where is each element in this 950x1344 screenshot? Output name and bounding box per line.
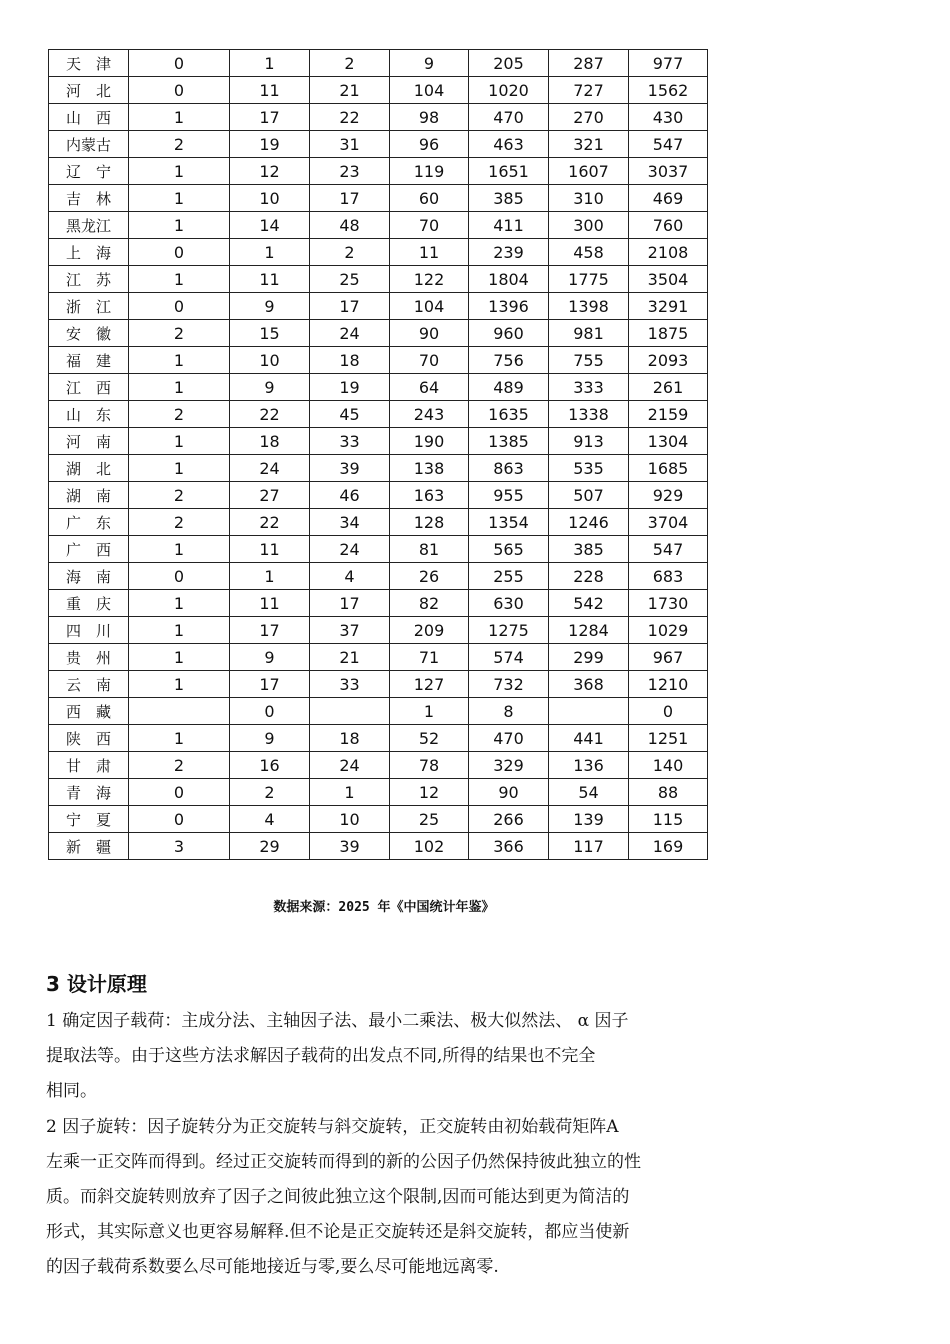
region-cell: 上 海 <box>49 239 129 266</box>
region-cell: 四 川 <box>49 617 129 644</box>
value-cell: 929 <box>629 482 708 509</box>
value-cell: 727 <box>549 77 629 104</box>
value-cell: 239 <box>469 239 549 266</box>
value-cell: 1251 <box>629 725 708 752</box>
value-cell: 2 <box>129 482 230 509</box>
value-cell: 243 <box>390 401 469 428</box>
value-cell: 21 <box>310 644 390 671</box>
table-row <box>49 347 708 374</box>
paragraph-line: 1 确定因子载荷：主成分法、主轴因子法、最小二乘法、极大似然法、 α 因子 <box>46 1011 629 1031</box>
region-cell: 黑龙江 <box>49 212 129 239</box>
table-row <box>49 77 708 104</box>
value-cell: 368 <box>549 671 629 698</box>
value-cell: 955 <box>469 482 549 509</box>
region-cell: 山 东 <box>49 401 129 428</box>
value-cell: 48 <box>310 212 390 239</box>
value-cell: 54 <box>549 779 629 806</box>
value-cell: 17 <box>230 104 310 131</box>
value-cell: 547 <box>629 131 708 158</box>
value-cell: 2159 <box>629 401 708 428</box>
value-cell: 2093 <box>629 347 708 374</box>
value-cell: 385 <box>549 536 629 563</box>
table-row <box>49 212 708 239</box>
value-cell: 3704 <box>629 509 708 536</box>
region-cell: 云 南 <box>49 671 129 698</box>
value-cell: 17 <box>310 185 390 212</box>
value-cell: 128 <box>390 509 469 536</box>
region-cell: 青 海 <box>49 779 129 806</box>
value-cell: 115 <box>629 806 708 833</box>
value-cell: 630 <box>469 590 549 617</box>
region-cell: 西 藏 <box>49 698 129 725</box>
region-cell: 吉 林 <box>49 185 129 212</box>
value-cell: 1029 <box>629 617 708 644</box>
table-row <box>49 833 708 860</box>
value-cell: 1607 <box>549 158 629 185</box>
table-row <box>49 374 708 401</box>
value-cell: 122 <box>390 266 469 293</box>
value-cell: 2 <box>129 131 230 158</box>
value-cell: 90 <box>469 779 549 806</box>
value-cell: 1875 <box>629 320 708 347</box>
value-cell: 1 <box>390 698 469 725</box>
region-cell: 重 庆 <box>49 590 129 617</box>
value-cell: 17 <box>230 671 310 698</box>
value-cell: 22 <box>310 104 390 131</box>
value-cell: 71 <box>390 644 469 671</box>
paragraph-line: 提取法等。由于这些方法求解因子载荷的出发点不同,所得的结果也不完全 <box>46 1046 596 1066</box>
value-cell: 2 <box>129 320 230 347</box>
value-cell: 16 <box>230 752 310 779</box>
value-cell: 430 <box>629 104 708 131</box>
table-row <box>49 617 708 644</box>
value-cell: 1 <box>129 644 230 671</box>
table-row <box>49 806 708 833</box>
paragraph-line: 的因子载荷系数要么尽可能地接近与零,要么尽可能地远离零. <box>46 1257 499 1277</box>
value-cell: 470 <box>469 725 549 752</box>
value-cell: 0 <box>129 50 230 77</box>
value-cell <box>549 698 629 725</box>
value-cell: 11 <box>230 77 310 104</box>
region-cell: 江 苏 <box>49 266 129 293</box>
value-cell: 205 <box>469 50 549 77</box>
value-cell: 81 <box>390 536 469 563</box>
value-cell: 1 <box>129 104 230 131</box>
value-cell: 228 <box>549 563 629 590</box>
value-cell: 34 <box>310 509 390 536</box>
value-cell: 21 <box>310 77 390 104</box>
value-cell <box>129 698 230 725</box>
value-cell: 33 <box>310 428 390 455</box>
table-row <box>49 320 708 347</box>
value-cell: 136 <box>549 752 629 779</box>
value-cell: 463 <box>469 131 549 158</box>
value-cell: 755 <box>549 347 629 374</box>
value-cell: 29 <box>230 833 310 860</box>
value-cell: 102 <box>390 833 469 860</box>
value-cell: 913 <box>549 428 629 455</box>
table-row <box>49 293 708 320</box>
region-cell: 山 西 <box>49 104 129 131</box>
value-cell: 17 <box>230 617 310 644</box>
statistics-table <box>48 49 708 860</box>
value-cell: 18 <box>230 428 310 455</box>
value-cell: 33 <box>310 671 390 698</box>
value-cell: 1 <box>129 617 230 644</box>
paragraph-line: 相同。 <box>46 1081 97 1101</box>
table-row <box>49 752 708 779</box>
value-cell: 1 <box>129 185 230 212</box>
value-cell: 127 <box>390 671 469 698</box>
table-row <box>49 698 708 725</box>
value-cell: 261 <box>629 374 708 401</box>
region-cell: 江 西 <box>49 374 129 401</box>
value-cell: 1685 <box>629 455 708 482</box>
region-cell: 贵 州 <box>49 644 129 671</box>
table-row <box>49 779 708 806</box>
table-row <box>49 482 708 509</box>
value-cell <box>310 698 390 725</box>
value-cell: 39 <box>310 833 390 860</box>
value-cell: 1562 <box>629 77 708 104</box>
value-cell: 18 <box>310 725 390 752</box>
value-cell: 0 <box>629 698 708 725</box>
paragraph-line: 质。而斜交旋转则放弃了因子之间彼此独立这个限制,因而可能达到更为简洁的 <box>46 1187 630 1207</box>
value-cell: 732 <box>469 671 549 698</box>
value-cell: 0 <box>230 698 310 725</box>
value-cell: 70 <box>390 347 469 374</box>
value-cell: 4 <box>310 563 390 590</box>
value-cell: 1396 <box>469 293 549 320</box>
value-cell: 11 <box>230 536 310 563</box>
region-cell: 辽 宁 <box>49 158 129 185</box>
region-cell: 湖 北 <box>49 455 129 482</box>
region-cell: 海 南 <box>49 563 129 590</box>
value-cell: 117 <box>549 833 629 860</box>
value-cell: 1 <box>129 536 230 563</box>
value-cell: 9 <box>230 293 310 320</box>
table-row <box>49 104 708 131</box>
value-cell: 960 <box>469 320 549 347</box>
value-cell: 24 <box>310 320 390 347</box>
value-cell: 967 <box>629 644 708 671</box>
data-source-caption: 数据来源：2025 年《中国统计年鉴》 <box>273 900 495 915</box>
table-row <box>49 671 708 698</box>
table-row <box>49 509 708 536</box>
value-cell: 1284 <box>549 617 629 644</box>
region-cell: 安 徽 <box>49 320 129 347</box>
value-cell: 45 <box>310 401 390 428</box>
value-cell: 82 <box>390 590 469 617</box>
value-cell: 0 <box>129 563 230 590</box>
value-cell: 139 <box>549 806 629 833</box>
value-cell: 411 <box>469 212 549 239</box>
table-row <box>49 455 708 482</box>
value-cell: 15 <box>230 320 310 347</box>
value-cell: 329 <box>469 752 549 779</box>
value-cell: 321 <box>549 131 629 158</box>
value-cell: 9 <box>230 644 310 671</box>
value-cell: 9 <box>390 50 469 77</box>
value-cell: 287 <box>549 50 629 77</box>
value-cell: 31 <box>310 131 390 158</box>
value-cell: 27 <box>230 482 310 509</box>
value-cell: 25 <box>310 266 390 293</box>
value-cell: 1246 <box>549 509 629 536</box>
value-cell: 10 <box>230 347 310 374</box>
value-cell: 565 <box>469 536 549 563</box>
table-row <box>49 158 708 185</box>
value-cell: 1 <box>310 779 390 806</box>
value-cell: 1 <box>129 212 230 239</box>
value-cell: 1 <box>230 50 310 77</box>
table-row <box>49 563 708 590</box>
region-cell: 河 北 <box>49 77 129 104</box>
paragraph-factor-loading <box>46 1004 786 1109</box>
value-cell: 37 <box>310 617 390 644</box>
value-cell: 88 <box>629 779 708 806</box>
value-cell: 507 <box>549 482 629 509</box>
value-cell: 1730 <box>629 590 708 617</box>
value-cell: 1 <box>129 725 230 752</box>
table-row <box>49 428 708 455</box>
value-cell: 11 <box>390 239 469 266</box>
value-cell: 333 <box>549 374 629 401</box>
value-cell: 3037 <box>629 158 708 185</box>
value-cell: 24 <box>230 455 310 482</box>
value-cell: 24 <box>310 536 390 563</box>
region-cell: 甘 肃 <box>49 752 129 779</box>
region-cell: 广 东 <box>49 509 129 536</box>
region-cell: 内蒙古 <box>49 131 129 158</box>
value-cell: 17 <box>310 293 390 320</box>
value-cell: 78 <box>390 752 469 779</box>
region-cell: 福 建 <box>49 347 129 374</box>
section-heading: 3 设计原理 <box>46 972 147 996</box>
value-cell: 1 <box>129 158 230 185</box>
value-cell: 458 <box>549 239 629 266</box>
value-cell: 22 <box>230 401 310 428</box>
value-cell: 4 <box>230 806 310 833</box>
value-cell: 366 <box>469 833 549 860</box>
paragraph-line: 左乘一正交阵而得到。经过正交旋转而得到的新的公因子仍然保持彼此独立的性 <box>46 1152 641 1172</box>
value-cell: 9 <box>230 725 310 752</box>
value-cell: 1 <box>230 563 310 590</box>
value-cell: 10 <box>230 185 310 212</box>
value-cell: 0 <box>129 806 230 833</box>
value-cell: 1 <box>129 671 230 698</box>
value-cell: 0 <box>129 77 230 104</box>
value-cell: 2 <box>310 239 390 266</box>
value-cell: 535 <box>549 455 629 482</box>
value-cell: 1020 <box>469 77 549 104</box>
value-cell: 22 <box>230 509 310 536</box>
value-cell: 1 <box>129 374 230 401</box>
value-cell: 98 <box>390 104 469 131</box>
value-cell: 17 <box>310 590 390 617</box>
value-cell: 3291 <box>629 293 708 320</box>
value-cell: 299 <box>549 644 629 671</box>
value-cell: 169 <box>629 833 708 860</box>
value-cell: 1 <box>129 347 230 374</box>
value-cell: 140 <box>629 752 708 779</box>
value-cell: 0 <box>129 779 230 806</box>
value-cell: 977 <box>629 50 708 77</box>
value-cell: 300 <box>549 212 629 239</box>
value-cell: 3 <box>129 833 230 860</box>
value-cell: 2 <box>129 752 230 779</box>
region-cell: 新 疆 <box>49 833 129 860</box>
value-cell: 1775 <box>549 266 629 293</box>
value-cell: 46 <box>310 482 390 509</box>
value-cell: 1804 <box>469 266 549 293</box>
region-cell: 河 南 <box>49 428 129 455</box>
value-cell: 190 <box>390 428 469 455</box>
value-cell: 2 <box>129 401 230 428</box>
value-cell: 96 <box>390 131 469 158</box>
value-cell: 104 <box>390 77 469 104</box>
table-row <box>49 725 708 752</box>
value-cell: 10 <box>310 806 390 833</box>
value-cell: 1275 <box>469 617 549 644</box>
paragraph-factor-rotation <box>46 1110 786 1285</box>
table-row <box>49 239 708 266</box>
table-row <box>49 401 708 428</box>
region-cell: 浙 江 <box>49 293 129 320</box>
value-cell: 19 <box>310 374 390 401</box>
value-cell: 24 <box>310 752 390 779</box>
value-cell: 1354 <box>469 509 549 536</box>
value-cell: 209 <box>390 617 469 644</box>
table-row <box>49 185 708 212</box>
value-cell: 119 <box>390 158 469 185</box>
value-cell: 2 <box>310 50 390 77</box>
value-cell: 1338 <box>549 401 629 428</box>
value-cell: 270 <box>549 104 629 131</box>
value-cell: 756 <box>469 347 549 374</box>
paragraph-line: 形式，其实际意义也更容易解释.但不论是正交旋转还是斜交旋转，都应当使新 <box>46 1222 630 1242</box>
table-body <box>49 50 708 860</box>
value-cell: 1398 <box>549 293 629 320</box>
region-cell: 宁 夏 <box>49 806 129 833</box>
table-row <box>49 131 708 158</box>
value-cell: 23 <box>310 158 390 185</box>
value-cell: 310 <box>549 185 629 212</box>
value-cell: 441 <box>549 725 629 752</box>
value-cell: 1 <box>129 455 230 482</box>
value-cell: 52 <box>390 725 469 752</box>
value-cell: 470 <box>469 104 549 131</box>
region-cell: 天 津 <box>49 50 129 77</box>
region-cell: 陕 西 <box>49 725 129 752</box>
value-cell: 60 <box>390 185 469 212</box>
value-cell: 2 <box>129 509 230 536</box>
paragraph-line: 2 因子旋转：因子旋转分为正交旋转与斜交旋转，正交旋转由初始载荷矩阵A <box>46 1117 619 1137</box>
value-cell: 1 <box>230 239 310 266</box>
value-cell: 469 <box>629 185 708 212</box>
value-cell: 26 <box>390 563 469 590</box>
value-cell: 19 <box>230 131 310 158</box>
value-cell: 14 <box>230 212 310 239</box>
value-cell: 1 <box>129 590 230 617</box>
table-row <box>49 644 708 671</box>
value-cell: 163 <box>390 482 469 509</box>
value-cell: 489 <box>469 374 549 401</box>
value-cell: 1210 <box>629 671 708 698</box>
value-cell: 12 <box>230 158 310 185</box>
value-cell: 3504 <box>629 266 708 293</box>
value-cell: 2108 <box>629 239 708 266</box>
value-cell: 1 <box>129 428 230 455</box>
table-row <box>49 590 708 617</box>
value-cell: 138 <box>390 455 469 482</box>
value-cell: 104 <box>390 293 469 320</box>
table-row <box>49 50 708 77</box>
value-cell: 1 <box>129 266 230 293</box>
value-cell: 683 <box>629 563 708 590</box>
value-cell: 0 <box>129 293 230 320</box>
value-cell: 1651 <box>469 158 549 185</box>
value-cell: 1304 <box>629 428 708 455</box>
value-cell: 12 <box>390 779 469 806</box>
value-cell: 18 <box>310 347 390 374</box>
value-cell: 542 <box>549 590 629 617</box>
value-cell: 1635 <box>469 401 549 428</box>
value-cell: 11 <box>230 266 310 293</box>
value-cell: 760 <box>629 212 708 239</box>
value-cell: 266 <box>469 806 549 833</box>
value-cell: 90 <box>390 320 469 347</box>
value-cell: 574 <box>469 644 549 671</box>
value-cell: 547 <box>629 536 708 563</box>
region-cell: 广 西 <box>49 536 129 563</box>
value-cell: 255 <box>469 563 549 590</box>
value-cell: 863 <box>469 455 549 482</box>
value-cell: 39 <box>310 455 390 482</box>
value-cell: 0 <box>129 239 230 266</box>
value-cell: 64 <box>390 374 469 401</box>
value-cell: 11 <box>230 590 310 617</box>
value-cell: 385 <box>469 185 549 212</box>
value-cell: 25 <box>390 806 469 833</box>
value-cell: 9 <box>230 374 310 401</box>
value-cell: 8 <box>469 698 549 725</box>
value-cell: 981 <box>549 320 629 347</box>
value-cell: 70 <box>390 212 469 239</box>
region-cell: 湖 南 <box>49 482 129 509</box>
table-row <box>49 266 708 293</box>
table-row <box>49 536 708 563</box>
value-cell: 1385 <box>469 428 549 455</box>
value-cell: 2 <box>230 779 310 806</box>
